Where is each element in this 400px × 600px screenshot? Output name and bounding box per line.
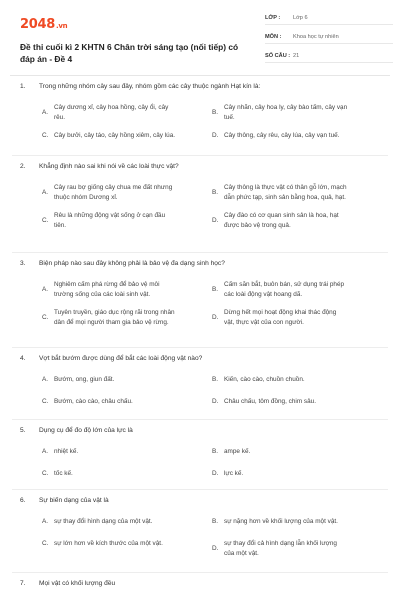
- option-letter: A.: [42, 286, 49, 293]
- question: [12, 355, 388, 405]
- answer-option[interactable]: [212, 131, 372, 141]
- option-text-line: tốc kế.: [54, 470, 73, 477]
- meta-subject: [265, 31, 393, 44]
- option-text-line: Kiến, cào cào, chuồn chuồn.: [224, 376, 305, 383]
- meta-count: [265, 50, 393, 63]
- option-text-line: Cây rau bợ giống cây chua me đất nhưng: [54, 184, 173, 191]
- option-text-line: Cây thông là thực vật có thân gỗ lớn, mạch: [224, 184, 347, 191]
- option-letter: D.: [212, 132, 219, 139]
- question-header: [12, 427, 388, 441]
- option-letter: B.: [212, 518, 219, 525]
- option-letter: A.: [42, 109, 49, 116]
- question-text: Mọi vật có khối lượng đều: [39, 580, 116, 587]
- option-text-line: Cây thông, cây rêu, cây lúa, cây vạn tuế.: [224, 132, 340, 139]
- option-text-line: Cây bưởi, cây táo, cây hồng xiêm, cây lúa.: [54, 132, 176, 139]
- answer-option[interactable]: [212, 397, 372, 407]
- option-letter: D.: [212, 470, 219, 477]
- option-text-line: Rêu là những động vật sống ở cạn đầu: [54, 212, 166, 219]
- option-text: [224, 397, 316, 407]
- question-header: [12, 497, 388, 511]
- question-number: 6.: [20, 497, 26, 504]
- question-number: 7.: [20, 580, 26, 587]
- option-text-line: Bướm, ong, giun đất.: [54, 376, 115, 383]
- question-divider: [12, 252, 388, 253]
- answer-option[interactable]: [212, 211, 372, 231]
- question-divider: [12, 347, 388, 348]
- option-text: [224, 539, 337, 559]
- option-text-line: của một vật.: [224, 550, 259, 557]
- option-text: [54, 103, 168, 123]
- option-text-line: được bảo vệ trong quả.: [224, 222, 291, 229]
- option-text-line: sự thay đổi cả hình dạng lẫn khối lượng: [224, 540, 337, 547]
- option-text: [224, 308, 336, 328]
- question-text: Khẳng định nào sai khi nói về các loài thực vật?: [39, 163, 179, 170]
- question: [12, 497, 388, 557]
- answer-option[interactable]: [212, 539, 372, 559]
- option-text-line: rêu.: [54, 114, 66, 121]
- question-text: Vợt bắt bướm được dùng để bắt các loài động vật nào?: [39, 355, 203, 362]
- question-header: [12, 580, 388, 594]
- question-number: 5.: [20, 427, 26, 434]
- answer-option[interactable]: [42, 211, 202, 231]
- option-text-line: Dừng hết mọi hoạt động khai thác động: [224, 309, 337, 316]
- meta-value: 21: [293, 53, 300, 59]
- answer-option[interactable]: [42, 131, 202, 141]
- option-text: [54, 517, 152, 527]
- answer-option[interactable]: [212, 183, 372, 203]
- option-letter: B.: [212, 109, 219, 116]
- header-divider: [10, 75, 390, 76]
- option-letter: C.: [42, 314, 49, 321]
- option-letter: A.: [42, 518, 49, 525]
- question: [12, 580, 388, 594]
- answer-option[interactable]: [212, 308, 372, 328]
- option-text-line: sự thay đổi hình dạng của một vật.: [54, 518, 153, 525]
- meta-class: [265, 12, 393, 25]
- option-text-line: dân để mọi người tham gia bảo vệ rừng.: [54, 319, 169, 326]
- option-text: [54, 375, 114, 385]
- answer-option[interactable]: [42, 397, 202, 407]
- option-text-line: nhiệt kế.: [54, 448, 79, 455]
- meta-label: LỚP :: [265, 15, 281, 21]
- option-text: [54, 308, 175, 328]
- option-text-line: Châu chấu, tôm đồng, chim sâu.: [224, 398, 317, 405]
- option-text-line: tiên.: [54, 222, 67, 229]
- question-header: [12, 83, 388, 97]
- question-header: [12, 260, 388, 274]
- question-header: [12, 163, 388, 177]
- option-text-line: Cây nhãn, cây hoa ly, cây bào tấm, cây vạn: [224, 104, 348, 111]
- question: [12, 427, 388, 477]
- option-letter: A.: [42, 189, 49, 196]
- option-letter: A.: [42, 448, 49, 455]
- option-letter: A.: [42, 376, 49, 383]
- option-text: [54, 280, 160, 300]
- option-letter: C.: [42, 540, 49, 547]
- option-text-line: các loài động vật hoang dã.: [224, 291, 303, 298]
- question-divider: [12, 419, 388, 420]
- option-text-line: trường sống của các loài sinh vật.: [54, 291, 151, 298]
- question-number: 2.: [20, 163, 26, 170]
- option-text: [224, 131, 339, 141]
- logo-tld: .vn: [55, 22, 68, 30]
- option-text: [224, 103, 347, 123]
- answer-option[interactable]: [42, 469, 202, 479]
- option-letter: B.: [212, 189, 219, 196]
- option-letter: C.: [42, 217, 49, 224]
- option-text: [224, 280, 344, 300]
- meta-label: MÔN :: [265, 34, 282, 40]
- option-text-line: Cây dương xỉ, cây hoa hồng, cây ổi, cây: [54, 104, 169, 111]
- option-text-line: ampe kế.: [224, 448, 251, 455]
- option-text-line: tuế.: [224, 114, 235, 121]
- option-text: [54, 469, 73, 479]
- answer-option[interactable]: [212, 447, 372, 457]
- logo-text: 2048: [20, 17, 55, 32]
- option-text-line: dẫn phức tạp, sinh sản bằng hoa, quả, hạt.: [224, 194, 346, 201]
- option-text-line: thuộc nhóm Dương xỉ.: [54, 194, 118, 201]
- option-text-line: vật, thực vật của con người.: [224, 319, 304, 326]
- meta-value: Khoa học tự nhiên: [293, 34, 339, 40]
- question-text: Trong những nhóm cây sau đây, nhóm gồm các cây thuộc ngành Hạt kín là:: [39, 83, 261, 90]
- question: [12, 260, 388, 326]
- question-text: Biện pháp nào sau đây không phải là bảo vệ đa dạng sinh học?: [39, 260, 225, 267]
- answer-option[interactable]: [42, 447, 202, 457]
- option-letter: B.: [212, 286, 219, 293]
- answer-option[interactable]: [212, 103, 372, 123]
- option-text: [54, 397, 133, 407]
- answer-option[interactable]: [212, 517, 372, 527]
- question-number: 4.: [20, 355, 26, 362]
- option-text: [224, 211, 339, 231]
- option-text: [54, 447, 78, 457]
- option-text-line: Bướm, cào cào, châu chấu.: [54, 398, 133, 405]
- option-text-line: Cây đào có cơ quan sinh sản là hoa, hạt: [224, 212, 339, 219]
- option-letter: D.: [212, 314, 219, 321]
- option-text-line: sự nặng hơn về khối lượng của một vật.: [224, 518, 338, 525]
- option-letter: D.: [212, 217, 219, 224]
- question-divider: [12, 489, 388, 490]
- option-letter: C.: [42, 470, 49, 477]
- answer-option[interactable]: [42, 308, 202, 328]
- answer-option[interactable]: [42, 103, 202, 123]
- option-text: [54, 183, 172, 203]
- option-text-line: lực kế.: [224, 470, 244, 477]
- answer-option[interactable]: [42, 375, 202, 385]
- option-text: [224, 183, 347, 203]
- option-letter: B.: [212, 376, 219, 383]
- meta-label: SỐ CÂU :: [265, 53, 291, 59]
- option-text: [54, 211, 165, 231]
- option-text: [224, 447, 250, 457]
- option-text-line: Cấm săn bắt, buôn bán, sử dụng trái phép: [224, 281, 345, 288]
- option-text-line: sự lớn hơn về kích thước của một vật.: [54, 540, 163, 547]
- answer-option[interactable]: [42, 517, 202, 527]
- header: [12, 12, 388, 62]
- option-text: [54, 539, 163, 549]
- answer-option[interactable]: [212, 375, 372, 385]
- question-text: Dụng cụ để đo độ lớn của lực là: [39, 427, 133, 434]
- question-number: 3.: [20, 260, 26, 267]
- exam-meta: [265, 12, 393, 69]
- site-logo[interactable]: [20, 17, 67, 32]
- question: [12, 83, 388, 139]
- question-divider: [12, 155, 388, 156]
- option-letter: C.: [42, 398, 49, 405]
- option-text-line: Nghiêm cấm phá rừng để bảo vệ môi: [54, 281, 160, 288]
- answer-option[interactable]: [42, 280, 202, 300]
- option-letter: B.: [212, 448, 219, 455]
- question: [12, 163, 388, 229]
- answer-option[interactable]: [42, 539, 202, 549]
- question-text: Sự biến dạng của vật là: [39, 497, 109, 504]
- page-title: Đề thi cuối kì 2 KHTN 6 Chân trời sáng tạo (nối tiếp) có đáp án - Đề 4: [20, 42, 239, 64]
- option-letter: D.: [212, 545, 219, 552]
- question-divider: [12, 572, 388, 573]
- option-text: [224, 469, 243, 479]
- question-header: [12, 355, 388, 369]
- option-text: [54, 131, 175, 141]
- option-text: [224, 375, 305, 385]
- option-text: [224, 517, 338, 527]
- option-letter: C.: [42, 132, 49, 139]
- option-text-line: Tuyên truyền, giáo dục rộng rãi trong nhân: [54, 309, 175, 316]
- answer-option[interactable]: [212, 280, 372, 300]
- answer-option[interactable]: [212, 469, 372, 479]
- option-letter: D.: [212, 398, 219, 405]
- meta-value: Lớp 6: [293, 15, 308, 21]
- question-number: 1.: [20, 83, 26, 90]
- answer-option[interactable]: [42, 183, 202, 203]
